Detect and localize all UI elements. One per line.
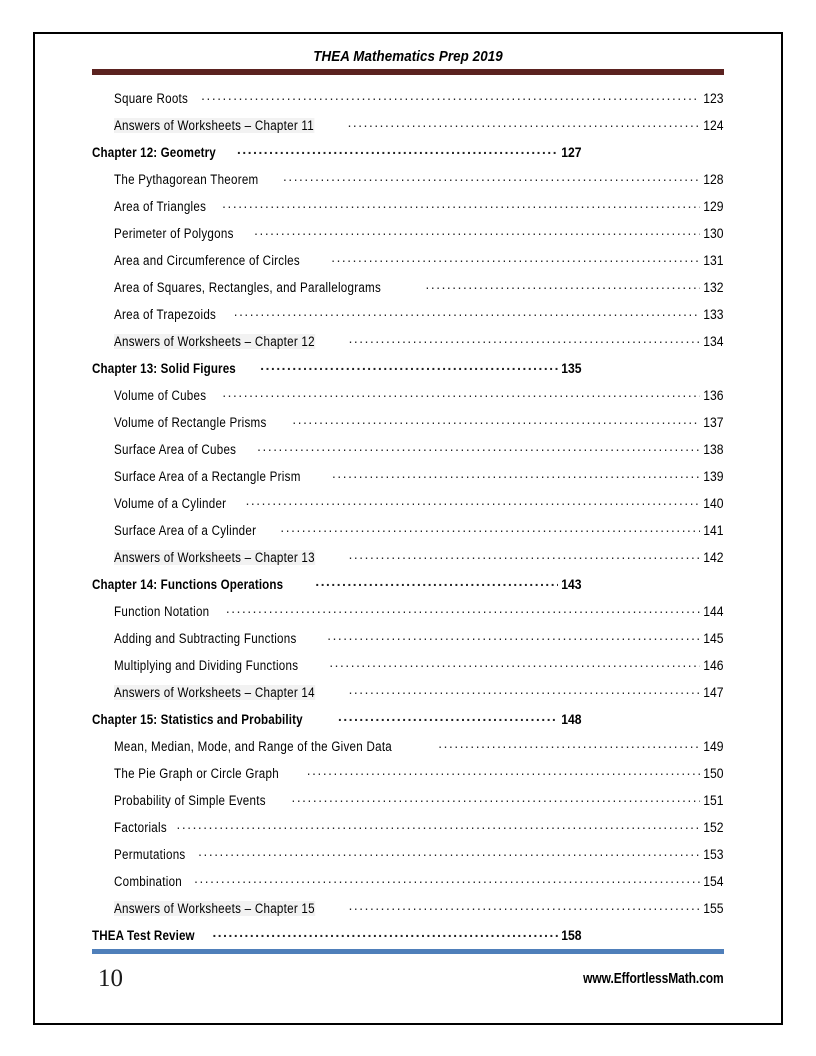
toc-entry-label: Area of Squares, Rectangles, and Parallelograms — [114, 279, 382, 295]
toc-entry-row[interactable] — [92, 845, 724, 872]
toc-chapter-row[interactable] — [92, 359, 582, 386]
toc-entry-label: Probability of Simple Events — [114, 792, 266, 808]
toc-entry-row[interactable] — [92, 170, 724, 197]
toc-page-number: 143 — [561, 576, 582, 592]
toc-dot-leader — [329, 656, 700, 670]
toc-entry-label: Chapter 12: Geometry — [92, 144, 216, 160]
toc-page-number: 158 — [561, 927, 582, 943]
toc-dot-leader — [348, 116, 701, 130]
toc-page-number: 149 — [703, 738, 724, 754]
toc-dot-leader — [194, 872, 700, 886]
toc-page-number: 136 — [703, 387, 724, 403]
toc-dot-leader — [292, 413, 700, 427]
toc-entry-row[interactable] — [92, 494, 724, 521]
toc-page-number: 133 — [703, 306, 724, 322]
toc-chapter-row[interactable] — [92, 710, 582, 737]
toc-page-number: 141 — [703, 522, 724, 538]
toc-page-number: 135 — [561, 360, 582, 376]
toc-entry-row[interactable] — [92, 629, 724, 656]
toc-entry-row[interactable] — [92, 764, 724, 791]
toc-page-number: 134 — [703, 333, 724, 349]
toc-entry-label: Answers of Worksheets – Chapter 15 — [114, 900, 315, 916]
toc-entry-label: Function Notation — [114, 603, 210, 619]
toc-entry-label: Chapter 13: Solid Figures — [92, 360, 236, 376]
toc-dot-leader — [222, 197, 700, 211]
toc-dot-leader — [260, 359, 558, 373]
toc-dot-leader — [234, 305, 701, 319]
footer-page-number: 10 — [98, 964, 123, 992]
toc-entry-label: Answers of Worksheets – Chapter 12 — [114, 333, 315, 349]
toc-entry-row[interactable] — [92, 899, 724, 926]
toc-entry-row[interactable] — [92, 683, 724, 710]
toc-dot-leader — [291, 791, 700, 805]
toc-chapter-row[interactable] — [92, 143, 582, 170]
footer-rule — [92, 949, 724, 954]
toc-entry-label: The Pythagorean Theorem — [114, 171, 259, 187]
toc-dot-leader — [246, 494, 701, 508]
toc-page-number: 153 — [703, 846, 724, 862]
toc-dot-leader — [201, 89, 700, 103]
toc-entry-row[interactable] — [92, 548, 724, 575]
toc-dot-leader — [177, 818, 701, 832]
toc-entry-label: Factorials — [114, 819, 167, 835]
page-title: THEA Mathematics Prep 2019 — [313, 49, 503, 65]
toc-entry-label: Square Roots — [114, 90, 189, 106]
toc-dot-leader — [307, 764, 701, 778]
toc-entry-row[interactable] — [92, 521, 724, 548]
toc-entry-row[interactable] — [92, 656, 724, 683]
toc-entry-label: Answers of Worksheets – Chapter 14 — [114, 684, 315, 700]
running-footer — [92, 949, 724, 994]
toc-page-number: 137 — [703, 414, 724, 430]
toc-page-number: 129 — [703, 198, 724, 214]
toc-page-number: 124 — [703, 117, 724, 133]
toc-entry-label: Mean, Median, Mode, and Range of the Given Data — [114, 738, 393, 754]
toc-entry-row[interactable] — [92, 116, 724, 143]
toc-entry-label: Volume of Rectangle Prisms — [114, 414, 267, 430]
toc-entry-row[interactable] — [92, 224, 724, 251]
toc-entry-row[interactable] — [92, 251, 724, 278]
toc-page-number: 131 — [703, 252, 724, 268]
toc-dot-leader — [254, 224, 700, 238]
toc-dot-leader — [212, 926, 558, 940]
toc-dot-leader — [315, 575, 558, 589]
toc-entry-row[interactable] — [92, 278, 724, 305]
toc-chapter-row[interactable] — [92, 575, 582, 602]
toc-dot-leader — [349, 683, 701, 697]
toc-dot-leader — [237, 143, 558, 157]
toc-page-number: 145 — [703, 630, 724, 646]
toc-entry-label: Surface Area of Cubes — [114, 441, 237, 457]
toc-entry-row[interactable] — [92, 197, 724, 224]
toc-entry-row[interactable] — [92, 818, 724, 845]
toc-dot-leader — [332, 467, 700, 481]
toc-entry-label: Volume of a Cylinder — [114, 495, 227, 511]
table-of-contents — [92, 89, 724, 953]
toc-entry-label: Multiplying and Dividing Functions — [114, 657, 299, 673]
toc-dot-leader — [338, 710, 558, 724]
toc-dot-leader — [198, 845, 700, 859]
toc-entry-row[interactable] — [92, 332, 724, 359]
header-rule — [92, 69, 724, 75]
toc-entry-label: Permutations — [114, 846, 186, 862]
toc-entry-label: The Pie Graph or Circle Graph — [114, 765, 279, 781]
toc-page-number: 144 — [703, 603, 724, 619]
toc-page-number: 142 — [703, 549, 724, 565]
toc-dot-leader — [349, 548, 701, 562]
page-sheet — [33, 32, 783, 1025]
toc-page-number: 132 — [703, 279, 724, 295]
toc-entry-row[interactable] — [92, 413, 724, 440]
toc-page-number: 130 — [703, 225, 724, 241]
toc-entry-label: Perimeter of Polygons — [114, 225, 234, 241]
toc-entry-row[interactable] — [92, 737, 724, 764]
toc-page-number: 123 — [703, 90, 724, 106]
toc-page-number: 138 — [703, 441, 724, 457]
toc-entry-row[interactable] — [92, 440, 724, 467]
toc-entry-label: Answers of Worksheets – Chapter 11 — [114, 117, 315, 133]
toc-page-number: 127 — [561, 144, 582, 160]
footer-website-link[interactable]: www.EffortlessMath.com — [583, 969, 724, 987]
toc-dot-leader — [426, 278, 701, 292]
toc-page-number: 140 — [703, 495, 724, 511]
toc-page-number: 151 — [703, 792, 724, 808]
toc-entry-row[interactable] — [92, 89, 724, 116]
toc-dot-leader — [283, 170, 700, 184]
toc-page-number: 148 — [561, 711, 582, 727]
toc-page-number: 128 — [703, 171, 724, 187]
toc-entry-row[interactable] — [92, 872, 724, 899]
toc-entry-label: Area of Trapezoids — [114, 306, 217, 322]
toc-entry-row[interactable] — [92, 791, 724, 818]
toc-dot-leader — [226, 602, 701, 616]
toc-entry-label: Volume of Cubes — [114, 387, 207, 403]
toc-dot-leader — [280, 521, 700, 535]
toc-page-number: 139 — [703, 468, 724, 484]
toc-entry-label: Adding and Subtracting Functions — [114, 630, 297, 646]
toc-entry-row[interactable] — [92, 305, 724, 332]
toc-page-number: 152 — [703, 819, 724, 835]
toc-dot-leader — [222, 386, 700, 400]
toc-dot-leader — [349, 332, 701, 346]
toc-entry-label: Chapter 15: Statistics and Probability — [92, 711, 303, 727]
toc-dot-leader — [327, 629, 700, 643]
toc-page-number: 155 — [703, 900, 724, 916]
toc-entry-label: Chapter 14: Functions Operations — [92, 576, 284, 592]
toc-entry-label: Surface Area of a Rectangle Prism — [114, 468, 301, 484]
toc-entry-row[interactable] — [92, 386, 724, 413]
toc-entry-label: Area of Triangles — [114, 198, 207, 214]
toc-dot-leader — [349, 899, 701, 913]
toc-dot-leader — [438, 737, 700, 751]
toc-dot-leader — [331, 251, 700, 265]
toc-dot-leader — [257, 440, 700, 454]
toc-entry-label: THEA Test Review — [92, 927, 195, 943]
toc-page-number: 146 — [703, 657, 724, 673]
toc-entry-label: Area and Circumference of Circles — [114, 252, 300, 268]
toc-entry-label: Answers of Worksheets – Chapter 13 — [114, 549, 315, 565]
footer-row — [92, 962, 724, 994]
toc-entry-row[interactable] — [92, 602, 724, 629]
toc-entry-row[interactable] — [92, 467, 724, 494]
toc-page-number: 154 — [703, 873, 724, 889]
toc-entry-label: Surface Area of a Cylinder — [114, 522, 257, 538]
toc-entry-label: Combination — [114, 873, 183, 889]
running-header — [92, 49, 724, 75]
toc-page-number: 150 — [703, 765, 724, 781]
toc-page-number: 147 — [703, 684, 724, 700]
